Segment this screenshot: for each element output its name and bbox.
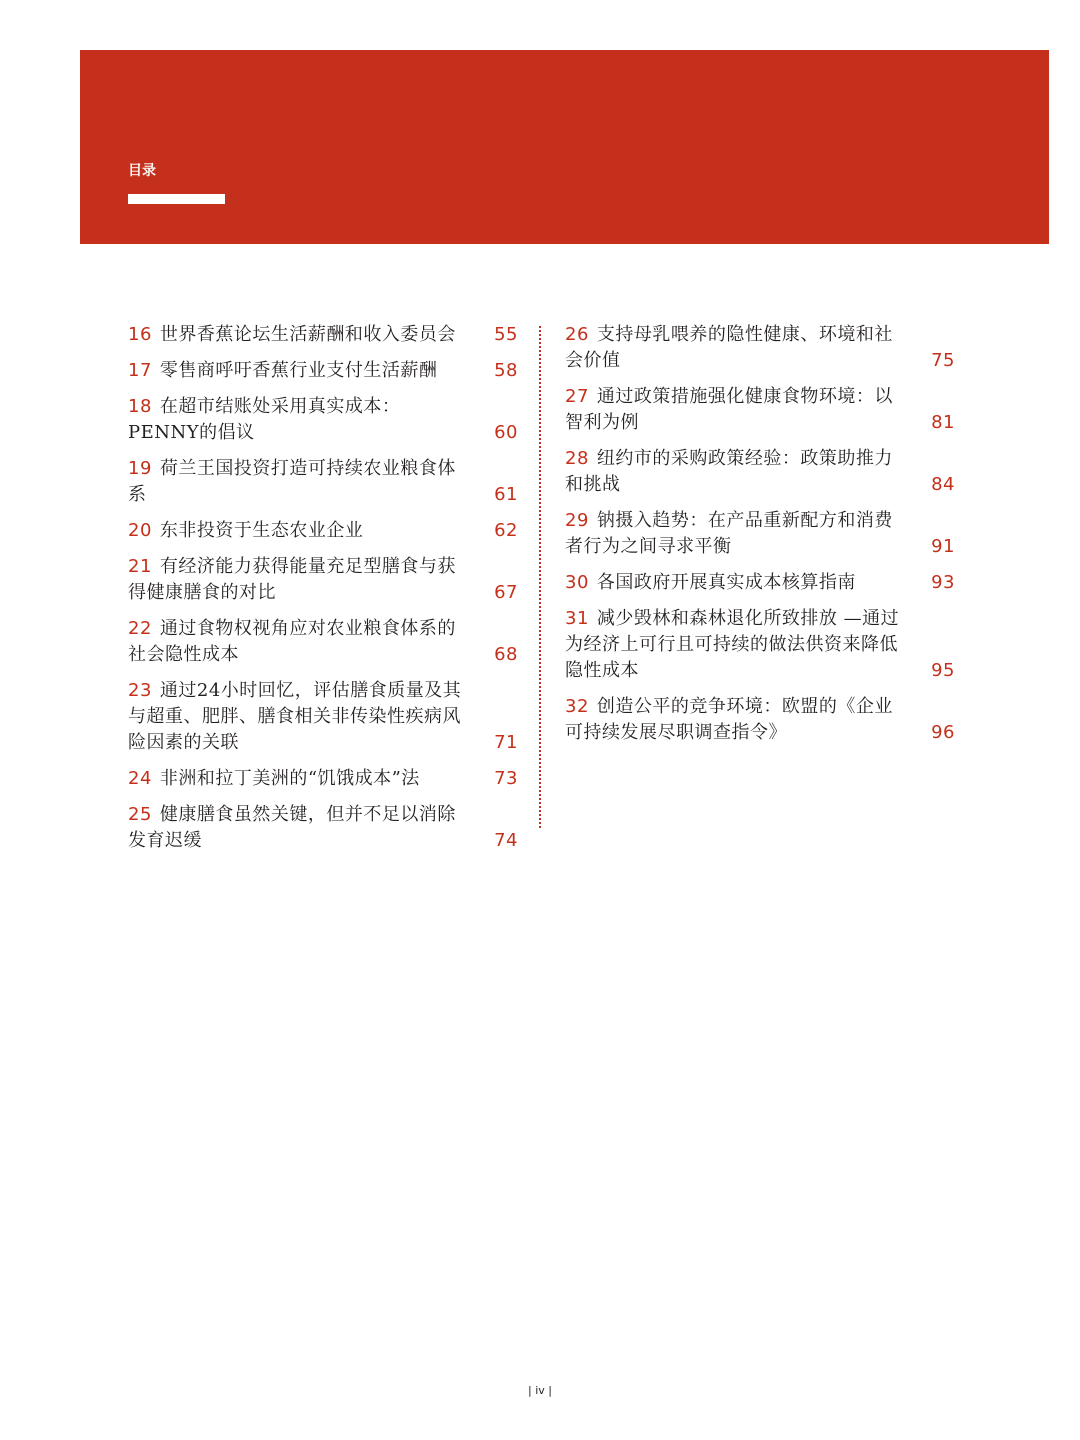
toc-entry-page: 74 xyxy=(494,830,518,851)
toc-entry[interactable] xyxy=(128,616,518,668)
toc-entry[interactable] xyxy=(128,394,518,446)
toc-entry[interactable] xyxy=(128,678,518,756)
page-title: 目录 xyxy=(128,163,156,179)
toc-entry-number: 20 xyxy=(128,520,152,541)
toc-entry-page: 61 xyxy=(494,484,518,505)
toc-entry[interactable] xyxy=(565,570,955,596)
page-number: | iv | xyxy=(528,1384,552,1397)
toc-entry-page: 73 xyxy=(494,768,518,789)
toc-entry-title: 有经济能力获得能量充足型膳食与获得健康膳食的对比 xyxy=(128,556,456,603)
toc-entry-title: 世界香蕉论坛生活薪酬和收入委员会 xyxy=(159,324,456,345)
toc-entry-number: 19 xyxy=(128,458,152,479)
toc-entry-page: 68 xyxy=(494,644,518,665)
toc-entry-title: 通过24小时回忆，评估膳食质量及其与超重、肥胖、膳食相关非传染性疾病风险因素的关联 xyxy=(128,680,462,753)
title-underline xyxy=(128,194,225,204)
toc-entry-title: 减少毁林和森林退化所致排放 —通过为经济上可行且可持续的做法供资来降低隐性成本 xyxy=(565,608,900,681)
toc-entry-page: 75 xyxy=(931,350,955,371)
toc-entry-title: 荷兰王国投资打造可持续农业粮食体系 xyxy=(128,458,456,505)
toc-entry-title: 创造公平的竞争环境：欧盟的《企业可持续发展尽职调查指令》 xyxy=(565,696,893,743)
toc-entry-title: 纽约市的采购政策经验：政策助推力和挑战 xyxy=(565,448,893,495)
toc-entry-title: 非洲和拉丁美洲的“饥饿成本”法 xyxy=(159,768,420,789)
toc-entry-number: 18 xyxy=(128,396,152,417)
header-banner xyxy=(80,50,1049,244)
toc-entry-number: 22 xyxy=(128,618,152,639)
toc-list-right xyxy=(565,322,955,756)
toc-entry-title: 东非投资于生态农业企业 xyxy=(159,520,364,541)
toc-entry-page: 60 xyxy=(494,422,518,443)
toc-entry[interactable] xyxy=(128,766,518,792)
toc-entry-number: 23 xyxy=(128,680,152,701)
toc-entry[interactable] xyxy=(128,802,518,854)
toc-entry-title: 在超市结账处采用真实成本：PENNY的倡议 xyxy=(128,396,401,443)
toc-entry-title: 零售商呼吁香蕉行业支付生活薪酬 xyxy=(159,360,438,381)
toc-entry-title: 健康膳食虽然关键，但并不足以消除发育迟缓 xyxy=(128,804,456,851)
toc-entry-page: 67 xyxy=(494,582,518,603)
toc-entry-title: 支持母乳喂养的隐性健康、环境和社会价值 xyxy=(565,324,893,371)
toc-entry-number: 28 xyxy=(565,448,589,469)
toc-entry-title: 钠摄入趋势：在产品重新配方和消费者行为之间寻求平衡 xyxy=(565,510,893,557)
toc-entry-page: 62 xyxy=(494,520,518,541)
toc-entry[interactable] xyxy=(565,606,955,684)
toc-entry-number: 16 xyxy=(128,324,152,345)
toc-entry-page: 93 xyxy=(931,572,955,593)
toc-list-left xyxy=(128,322,518,864)
toc-entry[interactable] xyxy=(565,322,955,374)
toc-entry-number: 25 xyxy=(128,804,152,825)
toc-entry-page: 58 xyxy=(494,360,518,381)
toc-entry-number: 24 xyxy=(128,768,152,789)
toc-entry[interactable] xyxy=(128,518,518,544)
toc-entry-number: 17 xyxy=(128,360,152,381)
toc-entry-page: 91 xyxy=(931,536,955,557)
toc-entry-number: 26 xyxy=(565,324,589,345)
toc-entry-title: 通过政策措施强化健康食物环境：以智利为例 xyxy=(565,386,893,433)
toc-entry-number: 29 xyxy=(565,510,589,531)
toc-entry[interactable] xyxy=(565,446,955,498)
toc-entry[interactable] xyxy=(565,384,955,436)
toc-entry[interactable] xyxy=(128,456,518,508)
toc-entry[interactable] xyxy=(565,508,955,560)
toc-entry-title: 各国政府开展真实成本核算指南 xyxy=(596,572,856,593)
toc-entry-page: 55 xyxy=(494,324,518,345)
toc-entry-title: 通过食物权视角应对农业粮食体系的社会隐性成本 xyxy=(128,618,456,665)
toc-entry-number: 30 xyxy=(565,572,589,593)
toc-entry-page: 84 xyxy=(931,474,955,495)
toc-entry[interactable] xyxy=(128,322,518,348)
toc-entry-page: 81 xyxy=(931,412,955,433)
toc-entry[interactable] xyxy=(128,554,518,606)
toc-entry-number: 31 xyxy=(565,608,589,629)
column-divider xyxy=(539,326,541,828)
toc-entry-number: 27 xyxy=(565,386,589,407)
toc-entry[interactable] xyxy=(565,694,955,746)
toc-entry-page: 95 xyxy=(931,660,955,681)
toc-entry-page: 71 xyxy=(494,732,518,753)
toc-entry[interactable] xyxy=(128,358,518,384)
toc-entry-number: 21 xyxy=(128,556,152,577)
toc-entry-page: 96 xyxy=(931,722,955,743)
toc-entry-number: 32 xyxy=(565,696,589,717)
